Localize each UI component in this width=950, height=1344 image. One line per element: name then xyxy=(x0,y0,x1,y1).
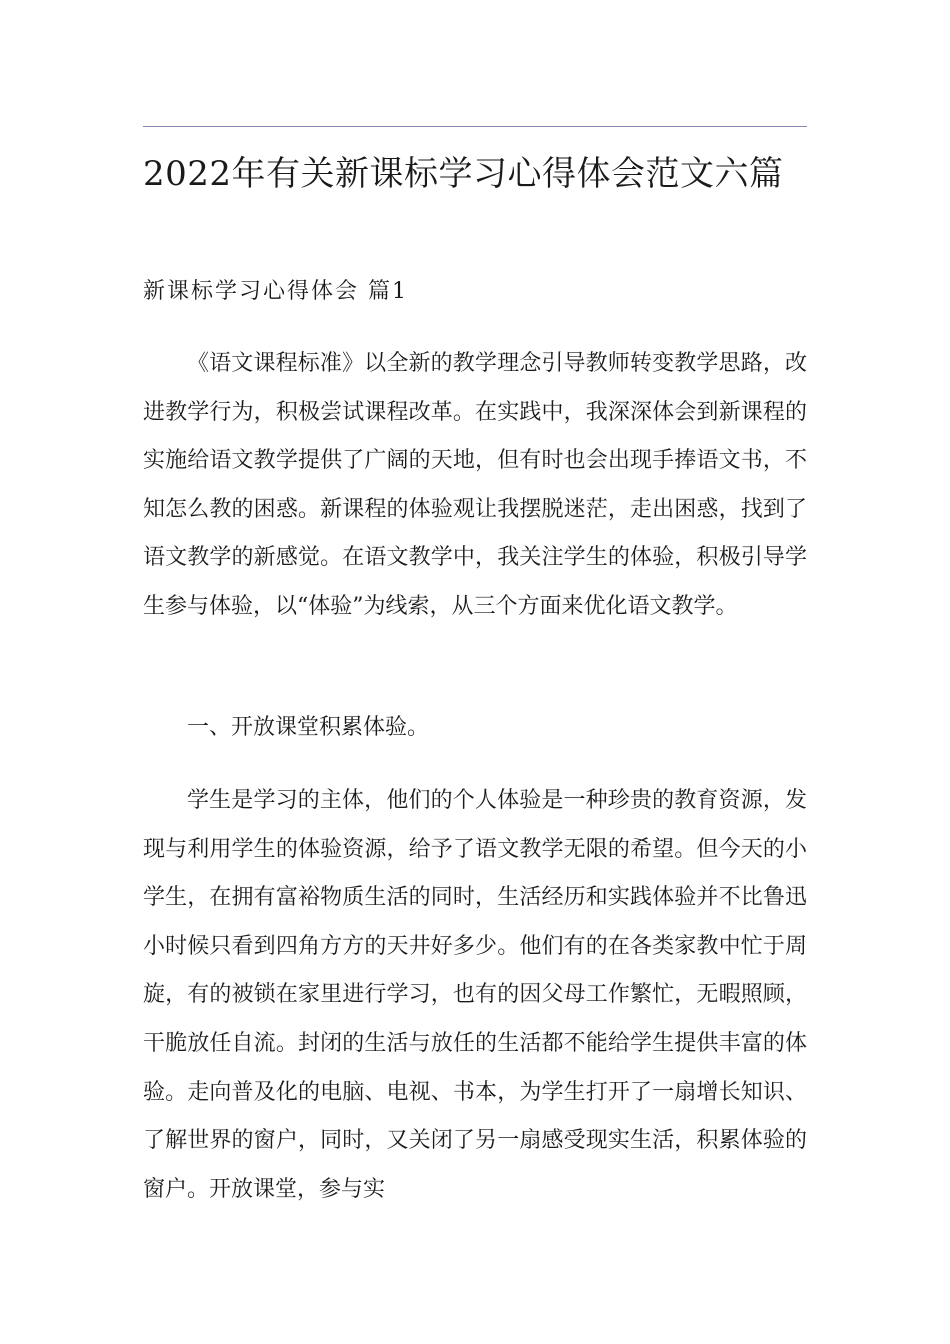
section-heading: 新课标学习心得体会 篇1 xyxy=(143,279,408,304)
subheading-open-classroom: 一、开放课堂积累体验。 xyxy=(187,715,430,740)
document-title: 2022年有关新课标学习心得体会范文六篇 xyxy=(143,154,784,194)
body-paragraph-1: 《语文课程标准》以全新的教学理念引导教师转变教学思路，改进教学行为，积极尝试课程改革。在实践中，我深深体会到新课程的实施给语文教学提供了广阔的天地，但有时也会出现手捧语文书，不知怎么教的困惑。新课程的体验观让我摆脱迷茫，走出困惑，找到了语文教学的新感觉。在语文教学中，我关注学生的体验，积极引导学生参与体验，以“体验”为线索，从三个方面来优化语文教学。 xyxy=(143,351,807,619)
header-rule xyxy=(143,126,807,127)
body-paragraph-2: 学生是学习的主体，他们的个人体验是一种珍贵的教育资源，发现与利用学生的体验资源，给予了语文教学无限的希望。但今天的小学生，在拥有富裕物质生活的同时，生活经历和实践体验并不比鲁迅小时候只看到四角方方的天井好多少。他们有的在各类家教中忙于周旋，有的被锁在家里进行学习，也有的因父母工作繁忙，无暇照顾，干脆放任自流。封闭的生活与放任的生活都不能给学生提供丰富的体验。走向普及化的电脑、电视、书本，为学生打开了一扇增长知识、了解世界的窗户，同时，又关闭了另一扇感受现实生活，积累体验的窗户。开放课堂，参与实 xyxy=(143,788,807,1202)
